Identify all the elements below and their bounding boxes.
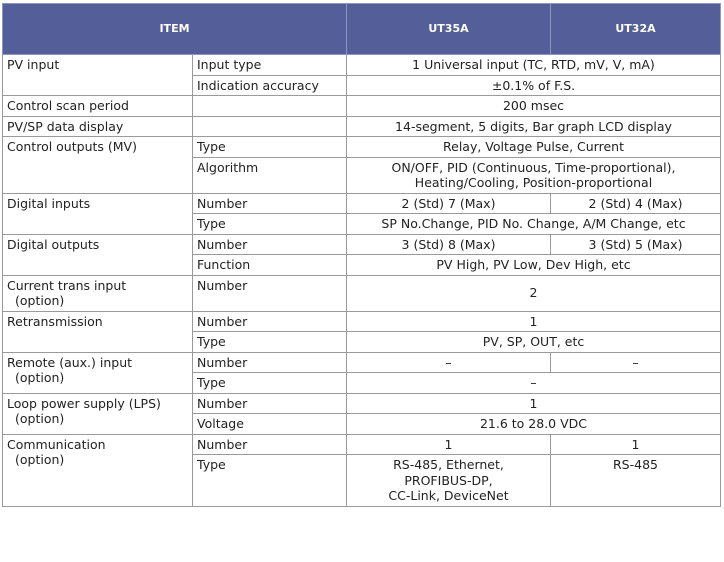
cell-value-ut35a: – <box>347 352 551 373</box>
cell-value-ut32a: 1 <box>551 434 721 455</box>
row-label-scan: Control scan period <box>3 96 193 117</box>
header-ut35a: UT35A <box>347 4 551 55</box>
cell-value: 21.6 to 28.0 VDC <box>347 414 721 435</box>
table-row <box>3 393 721 414</box>
sub-label: Type <box>193 373 347 394</box>
table-row <box>3 137 721 158</box>
cell-value-ut32a: 3 (Std) 5 (Max) <box>551 234 721 255</box>
sub-label: Algorithm <box>193 157 347 193</box>
spec-table <box>2 3 721 507</box>
comm-type-line-3: CC-Link, DeviceNet <box>388 488 509 503</box>
row-label-remote <box>3 352 193 393</box>
cell-value-ut32a: – <box>551 352 721 373</box>
table-row <box>3 193 721 214</box>
header-item: ITEM <box>3 4 347 55</box>
cell-value: PV, SP, OUT, etc <box>347 332 721 353</box>
table-row <box>3 234 721 255</box>
sub-label-empty <box>193 96 347 117</box>
sub-label: Function <box>193 255 347 276</box>
sub-label: Input type <box>193 55 347 76</box>
sub-label: Number <box>193 193 347 214</box>
cell-value-ut32a: RS-485 <box>551 455 721 507</box>
sub-label: Number <box>193 393 347 414</box>
sub-label: Number <box>193 275 347 311</box>
header-row <box>3 4 721 55</box>
table-row <box>3 352 721 373</box>
label-line-1: Remote (aux.) input <box>7 354 133 370</box>
row-label-digital-outputs: Digital outputs <box>3 234 193 275</box>
sub-label: Number <box>193 311 347 332</box>
table-row <box>3 55 721 76</box>
row-label-lps <box>3 393 193 434</box>
cell-value: SP No.Change, PID No. Change, A/M Change, etc <box>347 214 721 235</box>
label-line-2: (option) <box>15 411 65 426</box>
label-line-2: (option) <box>15 370 65 385</box>
sub-label: Type <box>193 137 347 158</box>
cell-value: – <box>347 373 721 394</box>
label-line-2: (option) <box>15 293 65 308</box>
comm-type-line-1: RS-485, Ethernet, <box>393 457 504 472</box>
cell-value: 1 <box>347 311 721 332</box>
table-row <box>3 311 721 332</box>
row-label-current-trans <box>3 275 193 311</box>
table-row <box>3 434 721 455</box>
cell-value: PV High, PV Low, Dev High, etc <box>347 255 721 276</box>
cell-value: Relay, Voltage Pulse, Current <box>347 137 721 158</box>
cell-value: ±0.1% of F.S. <box>347 75 721 96</box>
row-label-pv-input: PV input <box>3 55 193 96</box>
cell-value-ut35a: 3 (Std) 8 (Max) <box>347 234 551 255</box>
sub-label: Number <box>193 434 347 455</box>
sub-label-empty <box>193 116 347 137</box>
table-row <box>3 275 721 311</box>
comm-type-line-2: PROFIBUS-DP, <box>404 472 493 488</box>
label-line-1: Communication <box>7 436 106 452</box>
cell-value-ut35a: 2 (Std) 7 (Max) <box>347 193 551 214</box>
row-label-digital-inputs: Digital inputs <box>3 193 193 234</box>
cell-value: 14-segment, 5 digits, Bar graph LCD display <box>347 116 721 137</box>
algorithm-line-1: ON/OFF, PID (Continuous, Time-proportional), <box>391 159 676 175</box>
table-row <box>3 96 721 117</box>
cell-value: 1 Universal input (TC, RTD, mV, V, mA) <box>347 55 721 76</box>
algorithm-line-2: Heating/Cooling, Position-proportional <box>414 175 653 190</box>
cell-value: 2 <box>347 275 721 311</box>
label-line-1: Current trans input <box>7 277 127 293</box>
sub-label: Type <box>193 332 347 353</box>
sub-label: Voltage <box>193 414 347 435</box>
row-label-display: PV/SP data display <box>3 116 193 137</box>
label-line-2: (option) <box>15 452 65 467</box>
sub-label: Type <box>193 455 347 507</box>
row-label-control-outputs: Control outputs (MV) <box>3 137 193 194</box>
cell-value <box>347 157 721 193</box>
cell-value: 200 msec <box>347 96 721 117</box>
sub-label: Indication accuracy <box>193 75 347 96</box>
sub-label: Number <box>193 352 347 373</box>
row-label-communication <box>3 434 193 506</box>
sub-label: Type <box>193 214 347 235</box>
cell-value-ut35a <box>347 455 551 507</box>
table-row <box>3 116 721 137</box>
cell-value-ut32a: 2 (Std) 4 (Max) <box>551 193 721 214</box>
header-ut32a: UT32A <box>551 4 721 55</box>
label-line-1: Loop power supply (LPS) <box>7 395 161 411</box>
sub-label: Number <box>193 234 347 255</box>
cell-value-ut35a: 1 <box>347 434 551 455</box>
row-label-retransmission: Retransmission <box>3 311 193 352</box>
cell-value: 1 <box>347 393 721 414</box>
